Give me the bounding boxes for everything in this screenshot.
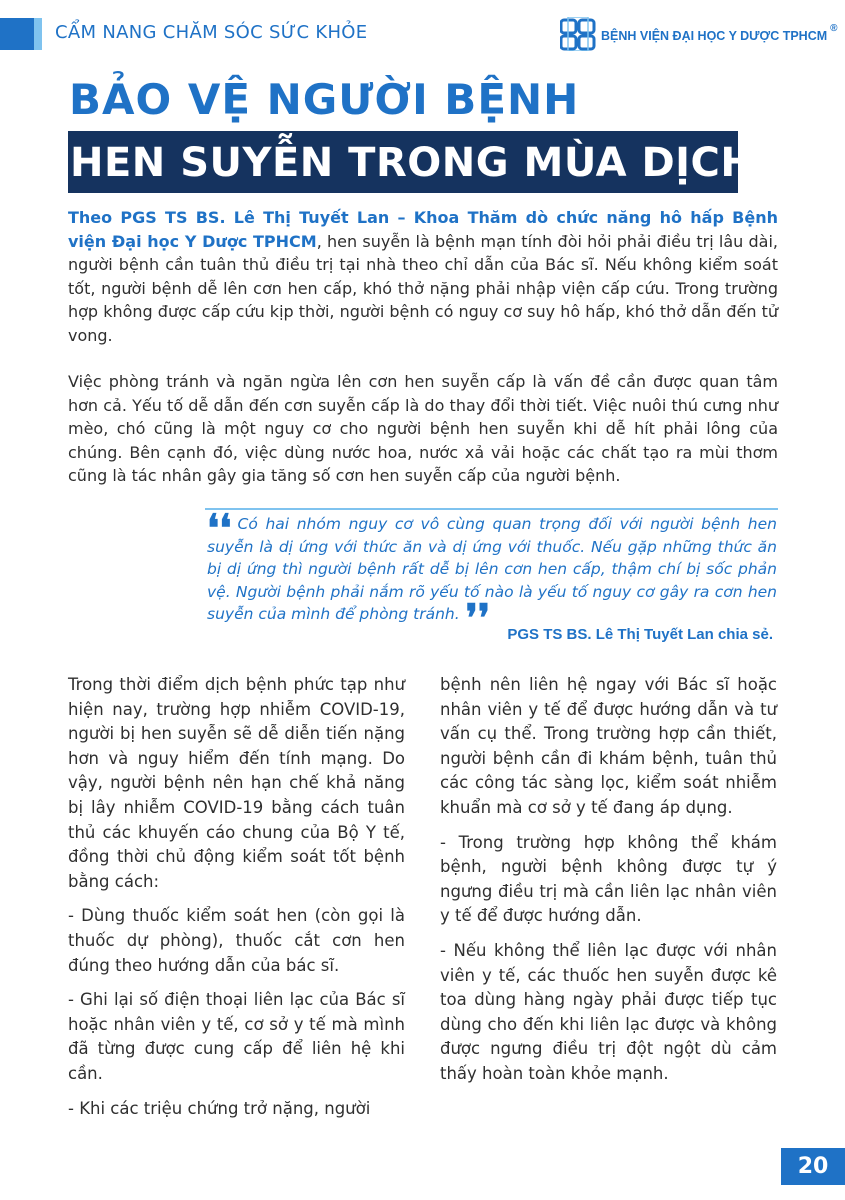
intro-text: , hen suyễn là bệnh mạn tính đòi hỏi phải điều trị lâu dài, người bệnh cần tuân thủ điều trị tại nhà theo chỉ dẫn của Bác sĩ. Nếu không kiểm soát tốt, người bệnh dễ lên cơn hen cấp, khó thở nặng phải nhập viện cấp cứu. Trong trường hợp không được cấp cứu kịp thời, người bệnh có nguy cơ suy hô hấp, khó thở dẫn đến tử vong.: [68, 231, 778, 345]
left-paragraph: Trong thời điểm dịch bệnh phức tạp như hiện nay, trường hợp nhiễm COVID-19, người bị hen suyễn sẽ dễ diễn tiến nặng hơn và nguy hiểm đến tính mạng. Do vậy, người bệnh nên hạn chế khả năng bị lây nhiễm COVID-19 bằng cách tuân thủ các khuyến cáo chung của Bộ Y tế, đồng thời chủ động kiểm soát tốt bệnh bằng cách:: [68, 675, 405, 891]
section-title: CẨM NANG CHĂM SÓC SỨC KHỎE: [55, 22, 368, 43]
page-number: 20: [781, 1148, 845, 1185]
article-title-line1: BẢO VỆ NGƯỜI BỆNH: [69, 75, 580, 124]
left-paragraph: - Ghi lại số điện thoại liên lạc của Bác sĩ hoặc nhân viên y tế, cơ sở y tế mà mình đã từng được cung cấp để liên hệ khi cần.: [68, 990, 405, 1083]
hospital-brand-name: BỆNH VIỆN ĐẠI HỌC Y DƯỢC TPHCM®: [601, 23, 838, 44]
open-quote-icon: ❛❛: [207, 505, 232, 550]
lead-source: Theo PGS TS BS. Lê Thị Tuyết Lan – Khoa Thăm dò chức năng hô hấp Bệnh viện Đại học Y Dược TPHCM: [68, 208, 778, 251]
right-paragraph: - Trong trường hợp không thể khám bệnh, người bệnh không được tự ý ngưng điều trị mà cần liên lạc nhân viên y tế để được hướng dẫn.: [440, 832, 777, 926]
left-paragraph: - Khi các triệu chứng trở nặng, người: [68, 1098, 371, 1118]
right-paragraph: - Nếu không thể liên lạc được với nhân viên y tế, các thuốc hen suyễn được kê toa dùng hàng ngày phải được tiếp tục dùng cho đến khi liên lạc được và không được ngưng điều trị đột ngột dù cảm thấy hoàn toàn khỏe mạnh.: [440, 940, 777, 1083]
intro-paragraph: [68, 206, 778, 348]
article-title-line2: HEN SUYỄN TRONG MÙA DỊCH: [70, 140, 755, 186]
header-accent-bar: [0, 18, 42, 50]
hospital-logo-icon: [560, 17, 596, 51]
right-column: [440, 673, 777, 1097]
left-paragraph: - Dùng thuốc kiểm soát hen (còn gọi là thuốc dự phòng), thuốc cắt cơn hen đúng theo hướng dẫn của bác sĩ.: [68, 906, 405, 975]
close-quote-icon: ❜❜: [465, 595, 491, 640]
risk-paragraph: Việc phòng tránh và ngăn ngừa lên cơn hen suyễn cấp là vấn đề cần được quan tâm hơn cả. Yếu tố dễ dẫn đến cơn suyễn cấp là do thay đổi thời tiết. Việc nuôi thú cưng như mèo, chó cũng là một nguy cơ cho người bệnh hen suyễn khi dễ hít phải lông của chúng. Bên cạnh đó, việc dùng nước hoa, nước xả vải hoặc các chất tạo ra mùi thơm cũng là tác nhân gây gia tăng số cơn hen suyễn cấp của người bệnh.: [68, 372, 778, 486]
left-column: [68, 673, 405, 1131]
quote-rule-top: [205, 508, 778, 510]
quote-source: PGS TS BS. Lê Thị Tuyết Lan chia sẻ.: [507, 626, 773, 643]
right-paragraph: bệnh nên liên hệ ngay với Bác sĩ hoặc nhân viên y tế để được hướng dẫn và tư vấn cụ thể. Trong trường hợp cần thiết, người bệnh cần đi khám bệnh, tuân thủ các công tác sàng lọc, kiểm soát nhiễm khuẩn mà cơ sở y tế đang áp dụng.: [440, 675, 777, 817]
quote-text: Có hai nhóm nguy cơ vô cùng quan trọng đối với người bệnh hen suyễn là dị ứng với thức ăn và dị ứng với thuốc. Nếu gặp những thức ăn bị dị ứng thì người bệnh rất dễ bị lên cơn hen cấp, thậm chí bị sốc phản vệ. Người bệnh phải nắm rõ yếu tố nào là yếu tố nguy cơ gây ra cơn hen suyễn của mình để phòng tránh.: [207, 515, 777, 623]
registered-mark: ®: [830, 23, 838, 34]
